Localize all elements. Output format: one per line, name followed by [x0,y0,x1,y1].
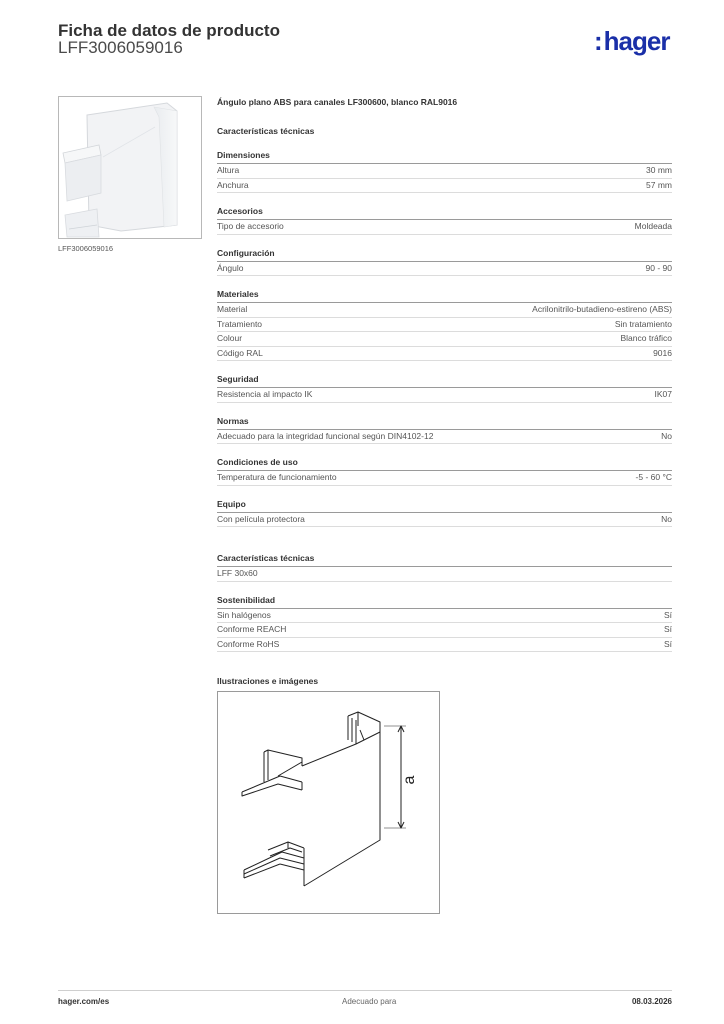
spec-row [217,513,672,528]
spec-group-title: Dimensiones [217,150,672,164]
spec-group-title: Configuración [217,248,672,262]
spec-group [217,374,672,403]
spec-value: -5 - 60 °C [635,472,672,482]
spec-label: Tratamiento [217,318,263,329]
spec-value: IK07 [654,389,672,399]
extra-spec-groups [217,553,672,652]
spec-label: Anchura [217,179,249,190]
spec-label: Conforme RoHS [217,638,280,649]
illustrations-title: Ilustraciones e imágenes [217,676,319,686]
spec-group [217,595,672,653]
spec-value: Sí [663,624,672,634]
spec-label: Ángulo [217,262,244,273]
spec-row [217,318,672,333]
spec-label: Tipo de accesorio [217,221,284,231]
logo-text: hager [603,26,670,56]
spec-group-title: Accesorios [217,206,672,220]
footer-date: 08.03.2026 [631,997,672,1006]
technical-drawing-svg [218,692,439,913]
spec-row [217,430,672,445]
spec-group [217,457,672,486]
spec-value: No [661,513,672,524]
footer-divider [58,990,672,991]
photo-caption: LFF3006059016 [58,244,114,253]
product-code: LFF3006059016 [58,38,183,57]
spec-value: Acrilonitrilo-butadieno-estireno (ABS) [532,304,672,314]
spec-label: Sin halógenos [217,609,271,620]
hager-logo: :hager [594,26,670,56]
spec-row [217,623,672,638]
spec-group-title: Materiales [217,289,672,303]
spec-row [217,164,672,179]
spec-row [217,332,672,347]
spec-group-title: Características técnicas [217,553,672,567]
spec-group [217,499,672,528]
spec-label: Material [217,304,248,314]
product-photo-drawing [59,97,201,238]
spec-label: Colour [217,333,243,343]
spec-groups [217,150,672,527]
spec-label: LFF 30x60 [217,568,258,578]
spec-group [217,553,672,582]
spec-label: Con película protectora [217,513,305,524]
spec-value: 30 mm [646,165,672,175]
spec-group [217,248,672,277]
spec-group [217,150,672,193]
spec-label: Conforme REACH [217,624,287,634]
product-photo [58,96,202,239]
footer-website-link[interactable]: hager.com/es [58,997,110,1006]
spec-group-title: Condiciones de uso [217,457,672,471]
spec-group-title: Seguridad [217,374,672,388]
spec-value: No [661,430,672,441]
product-description: Ángulo plano ABS para canales LF300600, blanco RAL9016 [217,97,458,107]
spec-group-title: Sostenibilidad [217,595,672,609]
dimension-label: a [401,775,418,785]
spec-value: 57 mm [646,179,672,190]
spec-row [217,388,672,403]
spec-label: Código RAL [217,347,263,358]
spec-value: Sí [663,609,672,620]
spec-value: 9016 [653,347,672,358]
spec-row [217,220,672,235]
spec-value: Moldeada [634,221,672,231]
spec-group [217,289,672,361]
spec-group-title: Normas [217,416,672,430]
spec-value: Sí [663,638,672,649]
page-title: Ficha de datos de producto [58,21,280,40]
footer-note: Adecuado para [342,997,397,1006]
spec-row [217,567,672,582]
technical-drawing [217,691,440,914]
spec-group [217,416,672,445]
spec-value: Blanco tráfico [620,333,672,343]
spec-row [217,303,672,318]
spec-content [217,96,672,914]
spec-row [217,609,672,624]
section-title-tech: Características técnicas [217,126,315,136]
spec-group [217,206,672,235]
spec-group-title: Equipo [217,499,672,513]
spec-label: Altura [217,165,240,175]
spec-row [217,471,672,486]
spec-label: Adecuado para la integridad funcional según DIN4102-12 [217,430,434,441]
spec-value: 90 - 90 [645,262,672,273]
spec-label: Temperatura de funcionamiento [217,472,337,482]
spec-value: Sin tratamiento [614,318,672,329]
spec-row [217,347,672,362]
spec-row [217,179,672,194]
spec-row [217,638,672,653]
spec-label: Resistencia al impacto IK [217,389,313,399]
spec-row [217,262,672,277]
